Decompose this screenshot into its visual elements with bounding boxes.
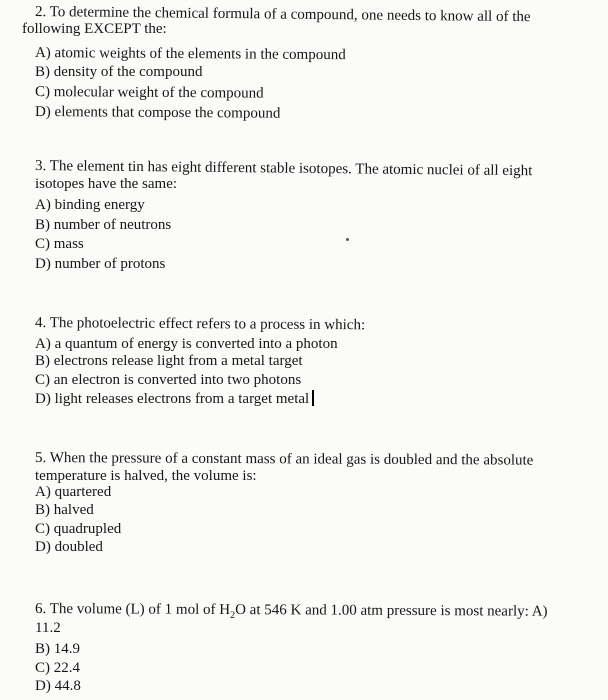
question-3-stem-line-1: 3. The element tin has eight different stable isotopes. The atomic nuclei of all eight — [34, 158, 533, 180]
question-2-option-b: B) density of the compound — [35, 64, 203, 80]
question-4-option-d — [35, 390, 314, 408]
question-2-stem-line-1: 2. To determine the chemical formula of a compound, one needs to know all of the — [34, 4, 531, 26]
question-6-option-c: C) 22.4 — [35, 660, 80, 676]
question-5-stem-line-2: temperature is halved, the volume is: — [35, 468, 257, 484]
question-6-option-b: B) 14.9 — [35, 641, 80, 657]
question-4-option-c: C) an electron is converted into two photons — [35, 372, 302, 388]
question-3-option-a: A) binding energy — [35, 197, 145, 213]
question-2-option-d: D) elements that compose the compound — [34, 104, 281, 122]
question-3-option-b: B) number of neutrons — [35, 217, 172, 233]
question-6-stem-line-1 — [35, 600, 548, 621]
question-4-option-a: A) a quantum of energy is converted into a photon — [35, 336, 338, 352]
question-6-stem-part-2: O at 546 K and 1.00 atm pressure is most nearly: A) — [235, 602, 548, 620]
question-4-option-d-text: D) light releases electrons from a target metal — [35, 391, 310, 407]
question-5-option-b: B) halved — [35, 502, 94, 518]
question-5-stem-line-1: 5. When the pressure of a constant mass of an ideal gas is doubled and the absolute — [34, 450, 534, 469]
question-5-option-d: D) doubled — [35, 539, 103, 555]
text-cursor — [312, 390, 314, 406]
question-2-option-c: C) molecular weight of the compound — [34, 84, 264, 102]
question-3-option-d: D) number of protons — [35, 256, 166, 272]
question-6-option-d: D) 44.8 — [35, 678, 81, 694]
question-2-option-a: A) atomic weights of the elements in the compound — [34, 45, 346, 64]
question-3-stem-line-2: isotopes have the same: — [35, 176, 178, 192]
question-6-stem-part-1: 6. The volume (L) of 1 mol of H — [34, 601, 231, 619]
question-6-stem-line-2: 11.2 — [35, 620, 61, 636]
question-5-option-c: C) quadrupled — [35, 521, 122, 537]
question-4-option-b: B) electrons release light from a metal target — [35, 353, 303, 369]
question-5-option-a: A) quartered — [35, 484, 112, 500]
question-6-subscript: 2 — [230, 610, 236, 622]
question-3-option-c: C) mass — [35, 236, 84, 252]
question-2-stem-line-2: following EXCEPT the: — [22, 21, 167, 37]
stray-mark — [346, 238, 349, 241]
question-4-stem-line-1: 4. The photoelectric effect refers to a process in which: — [34, 315, 366, 334]
